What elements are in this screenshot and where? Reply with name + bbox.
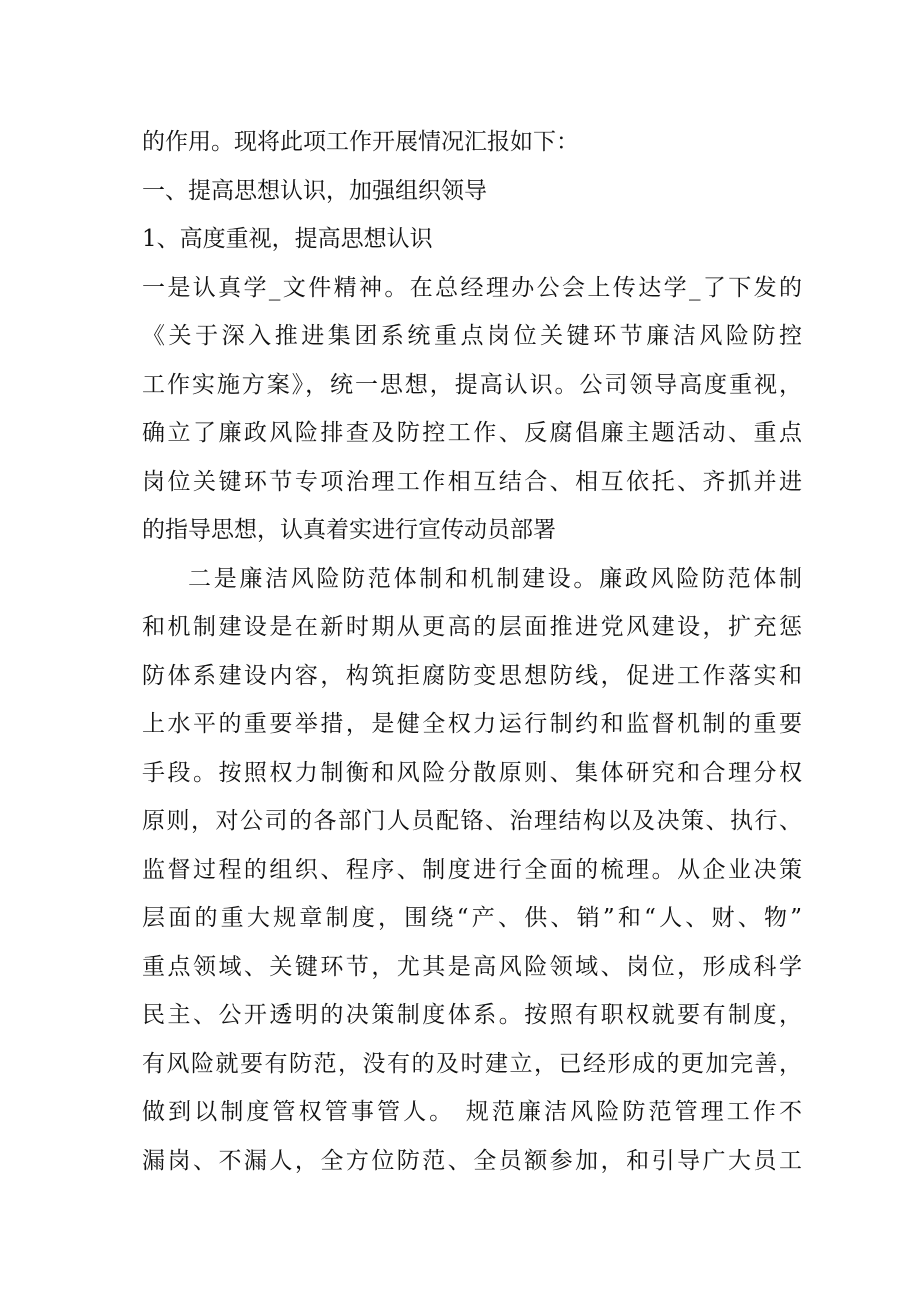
paragraph-2-line: 手段。按照权力制衡和风险分散原则、集体研究和合理分权 <box>142 759 802 786</box>
paragraph-2-line: 上水平的重要举措，是健全权力运行制约和监督机制的重要 <box>142 711 802 737</box>
paragraph-2-line: 层面的重大规章制度，围绕“产、供、销”和“人、财、物” <box>142 905 802 931</box>
paragraph-2-line: 监督过程的组织、程序、制度进行全面的梳理。从企业决策 <box>142 856 802 883</box>
paragraph-2-line: 做到以制度管权管事管人。 规范廉洁风险防范管理工作不 <box>142 1099 802 1125</box>
paragraph-2-line: 重点领域、关键环节，尤其是高风险领域、岗位，形成科学 <box>142 953 802 980</box>
paragraph-1-line: 的指导思想，认真着实进行宣传动员部署 <box>142 517 556 543</box>
paragraph-2-line: 民主、公开透明的决策制度体系。按照有职权就要有制度， <box>142 1002 802 1028</box>
paragraph-2-line: 原则，对公司的各部门人员配铬、治理结构以及决策、执行、 <box>142 808 802 834</box>
paragraph-2-line: 和机制建设是在新时期从更高的层面推进党风建设，扩充惩 <box>142 614 802 640</box>
paragraph-1-line: 工作实施方案》，统一思想，提高认识。公司领导高度重视， <box>142 371 802 398</box>
section-heading: 一、提高思想认识，加强组织领导 <box>142 177 487 204</box>
paragraph-2-line: 防体系建设内容，构筑拒腐防变思想防线，促进工作落实和 <box>142 662 802 689</box>
subsection-heading: 1、高度重视，提高思想认识 <box>142 226 433 252</box>
paragraph-1-line: 确立了廉政风险排查及防控工作、反腐倡廉主题活动、重点 <box>142 420 802 446</box>
intro-line: 的作用。现将此项工作开展情况汇报如下： <box>142 129 579 155</box>
paragraph-2-line: 有风险就要有防范，没有的及时建立，已经形成的更加完善， <box>142 1050 802 1077</box>
paragraph-2-line: 漏岗、不漏人，全方位防范、全员额参加，和引导广大员工 <box>142 1147 802 1174</box>
paragraph-1-line: 《关于深入推进集团系统重点岗位关键环节廉洁风险防控 <box>142 323 802 349</box>
paragraph-2-line: 二是廉洁风险防范体制和机制建设。廉政风险防范体制 <box>188 565 802 592</box>
paragraph-1-line: 一是认真学_文件精神。在总经理办公会上传达学_了下发的 <box>142 274 802 301</box>
paragraph-1-line: 岗位关键环节专项治理工作相互结合、相互依托、齐抓并进 <box>142 468 802 495</box>
document-body <box>142 118 802 1185</box>
